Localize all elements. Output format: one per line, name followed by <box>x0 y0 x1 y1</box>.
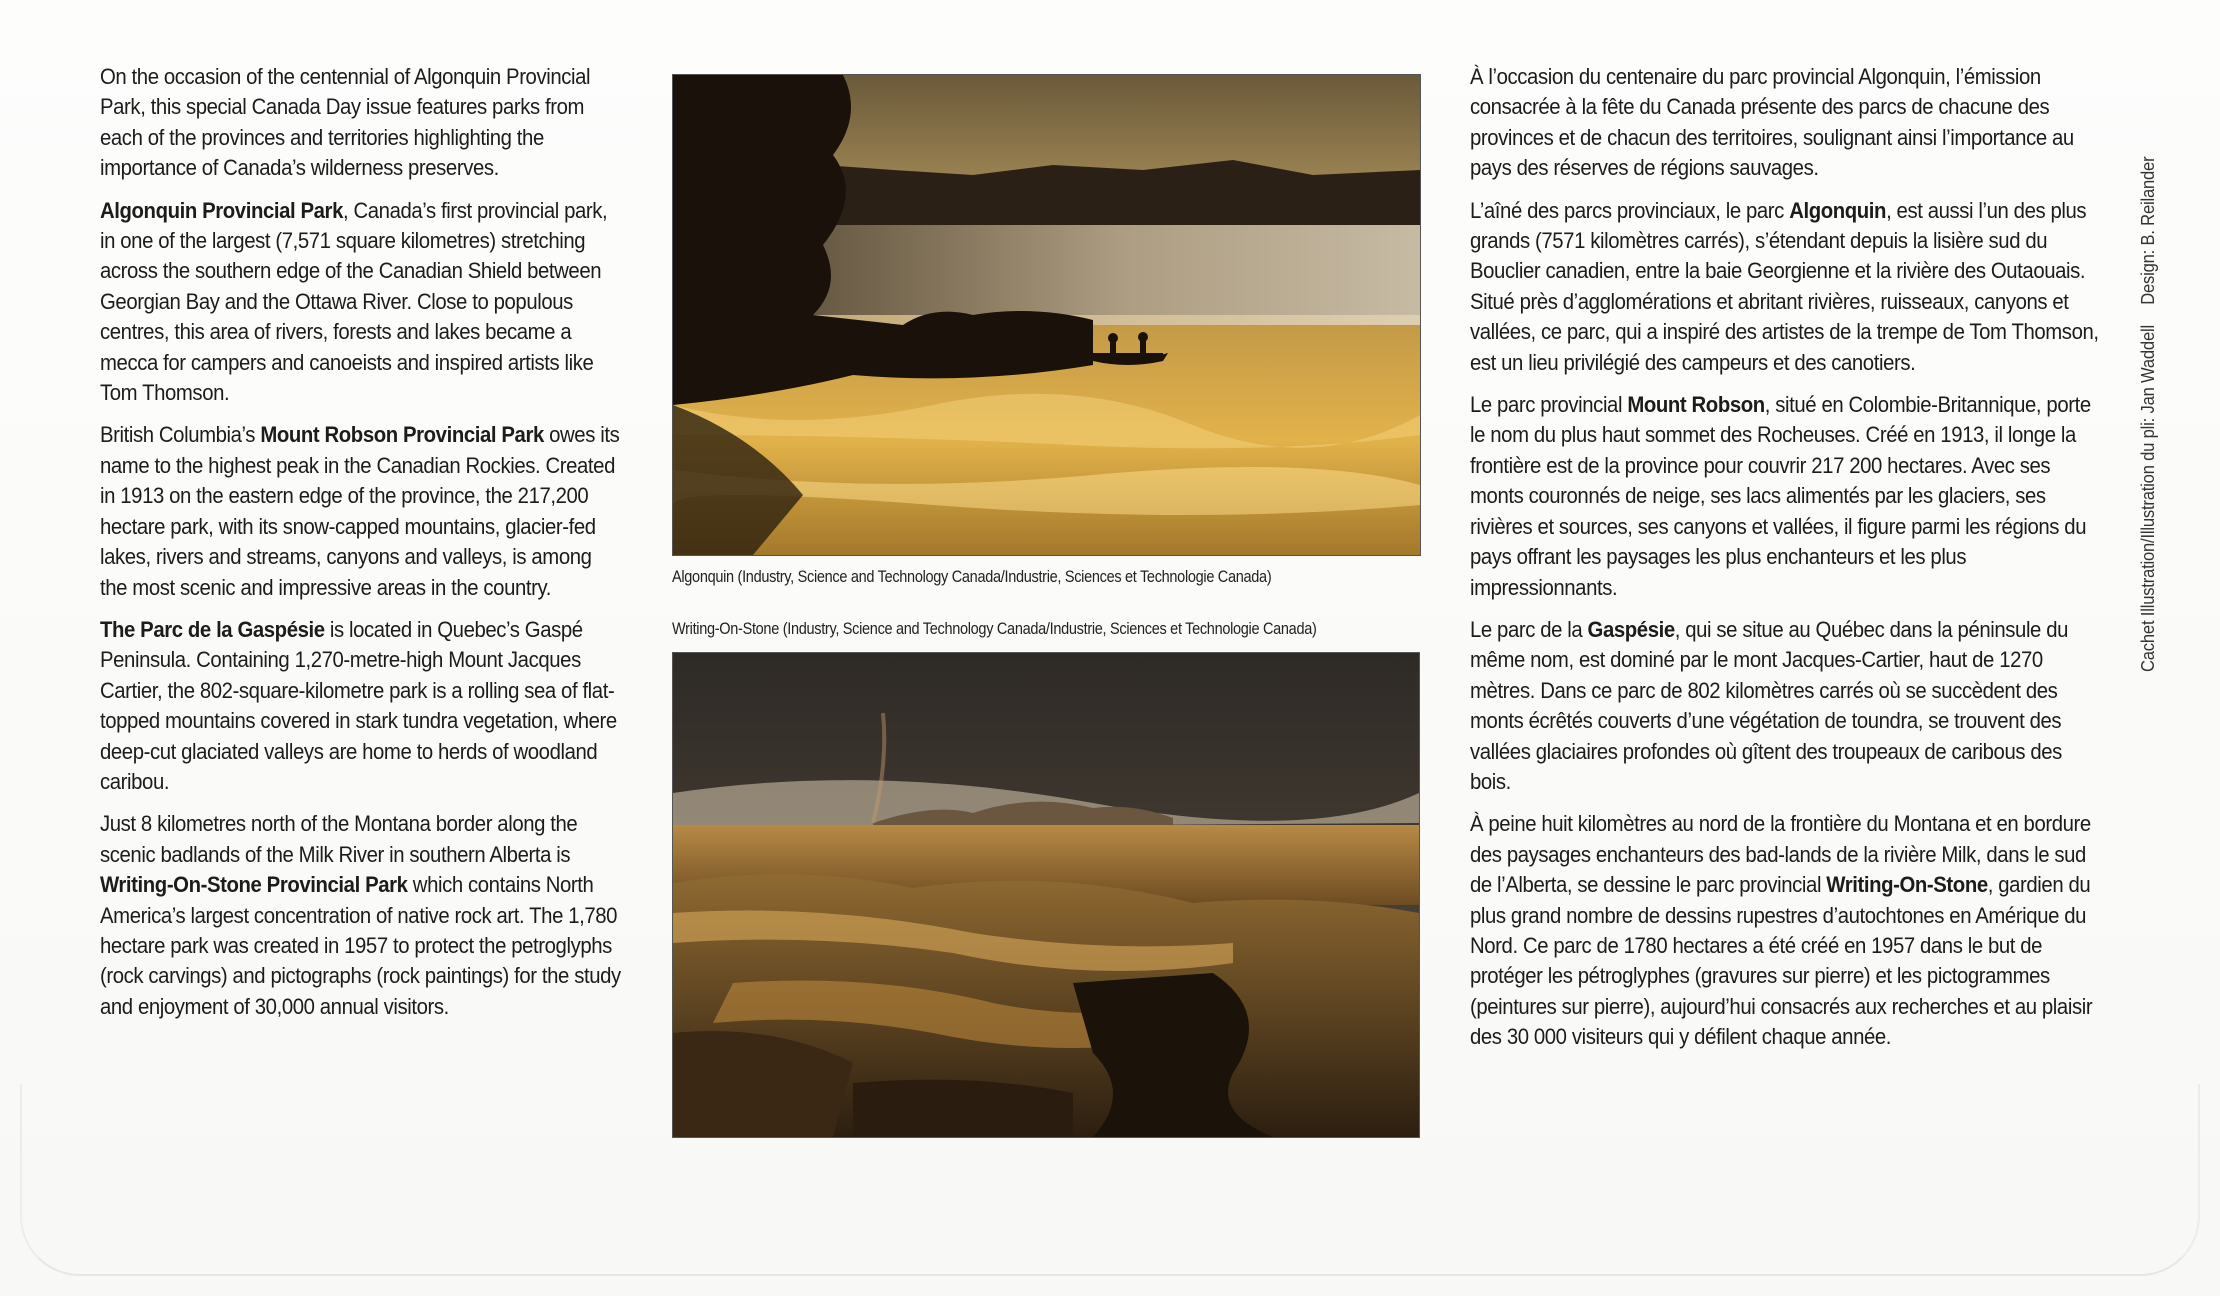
gaspesie-description: is located in Quebec’s Gaspé Peninsula. Containing 1,270-metre-high Mount Jacques Cartier, the 802-square-kilometre park is a rolling sea of flat-topped mountains covered in stark tundra vegetation, where deep-cut glaciated valleys are home to herds of woodland caribou. <box>100 616 617 794</box>
english-robson-paragraph <box>100 420 622 602</box>
fr-writing-name: Writing-On-Stone <box>1826 872 1988 898</box>
fr-writing-description: , gardien du plus grand nombre de dessins rupestres d’autochtones en Amérique du Nord. Ce parc de 1780 hectares a été créé en 1957 dans le but de protéger les pétroglyphes (gravures sur pierre) et les pictogrammes (peintures sur pierre), aujourd’hui consacrés aux recherches et au plaisir des 30 000 visiteurs qui y défilent chaque année. <box>1470 872 2093 1050</box>
english-gaspesie-paragraph <box>100 615 622 797</box>
writing-on-stone-photo <box>672 652 1420 1138</box>
fr-writing-lead: À peine huit kilomètres au nord de la frontière du Montana et en bordure des paysages enchanteurs des bad-lands de la rivière Milk, dans le sud de l’Alberta, se dessine le parc provincial <box>1470 811 2091 898</box>
french-writing-paragraph <box>1470 809 2105 1052</box>
fr-algonquin-lead: L’aîné des parcs provinciaux, le parc <box>1470 197 1790 223</box>
writing-on-stone-photo-art <box>673 653 1419 1137</box>
algonquin-park-name: Algonquin Provincial Park <box>100 197 343 223</box>
design-credit: Design: B. Reilander <box>2138 156 2158 305</box>
writing-description: which contains North America’s largest concentration of native rock art. The 1,780 hectare park was created in 1957 to protect the petroglyphs (rock carvings) and pictographs (rock paintings) for the study and enjoyment of 30,000 annual visitors. <box>100 872 621 1019</box>
fr-gaspesie-name: Gaspésie <box>1587 616 1675 642</box>
fr-robson-lead: Le parc provincial <box>1470 392 1628 418</box>
illustration-credit: Cachet Illustration/Illustration du pli: Jan Waddell <box>2138 325 2158 672</box>
french-algonquin-paragraph <box>1470 196 2105 378</box>
french-gaspesie-paragraph <box>1470 615 2105 797</box>
gaspesie-park-name: The Parc de la Gaspésie <box>100 616 325 642</box>
robson-description: owes its name to the highest peak in the Canadian Rockies. Created in 1913 on the eastern edge of the province, the 217,200 hectare park, with its snow-capped mountains, glacier-fed lakes, rivers and streams, canyons and valleys, is among the most scenic and impressive areas in the country. <box>100 422 620 600</box>
english-writing-paragraph <box>100 809 622 1022</box>
writing-lead: Just 8 kilometres north of the Montana border along the scenic badlands of the Milk River in southern Alberta is <box>100 811 578 867</box>
french-robson-paragraph <box>1470 390 2105 603</box>
algonquin-photo <box>672 74 1421 556</box>
robson-park-name: Mount Robson Provincial Park <box>260 422 544 448</box>
fr-gaspesie-lead: Le parc de la <box>1470 616 1588 642</box>
fr-robson-description: , situé en Colombie-Britannique, porte le nom du plus haut sommet des Rocheuses. Créé en 1913, il longe la frontière est de la province pour couvrir 217 200 hectares. Avec ses monts couronnés de neige, ses lacs alimentés par les glaciers, ses rivières et sources, ses canyons et vallées, il figure parmi les régions du pays offrant les paysages les plus enchanteurs et les plus impressionnants. <box>1470 392 2091 600</box>
fr-robson-name: Mount Robson <box>1627 392 1765 418</box>
french-text-column <box>1470 62 2105 1065</box>
algonquin-photo-caption: Algonquin (Industry, Science and Technology Canada/Industrie, Sciences et Technologie Canada) <box>672 568 1272 586</box>
fr-gaspesie-description: , qui se situe au Québec dans la péninsule du même nom, est dominé par le mont Jacques-Cartier, haut de 1270 mètres. Dans ce parc de 802 kilomètres carrés où se succèdent des monts écrêtés couverts d’une végétation de toundra, se trouvent des vallées glaciaires profondes où gîtent des troupeaux de caribous des bois. <box>1470 616 2069 794</box>
algonquin-description: , Canada’s first provincial park, in one of the largest (7,571 square kilometres) stretching across the southern edge of the Canadian Shield between Georgian Bay and the Ottawa River. Close to populous centres, this area of rivers, forests and lakes became a mecca for campers and canoeists and inspired artists like Tom Thomson. <box>100 197 608 406</box>
writing-park-name: Writing-On-Stone Provincial Park <box>100 872 408 898</box>
english-text-column <box>100 62 622 1034</box>
illustration-design-credit <box>2138 120 2159 672</box>
algonquin-photo-art <box>673 75 1420 555</box>
english-intro-paragraph: On the occasion of the centennial of Algonquin Provincial Park, this special Canada Day issue features parks from each of the provinces and territories highlighting the importance of Canada’s wilderness preserves. <box>100 64 591 181</box>
writing-on-stone-photo-caption: Writing-On-Stone (Industry, Science and Technology Canada/Industrie, Sciences et Technologie Canada) <box>672 620 1317 638</box>
fr-algonquin-name: Algonquin <box>1789 197 1887 223</box>
fr-algonquin-description: , est aussi l’un des plus grands (7571 kilomètres carrés), s’étendant depuis la lisière sud du Bouclier canadien, entre la baie Georgienne et la rivière des Outaouais. Situé près d’agglomérations et abritant rivières, ruisseaux, canyons et vallées, ce parc, qui a inspiré des artistes de la trempe de Tom Thomson, est un lieu privilégié des campeurs et des canotiers. <box>1470 197 2099 375</box>
english-algonquin-paragraph <box>100 196 622 409</box>
robson-lead: British Columbia’s <box>100 422 261 448</box>
french-intro-paragraph: À l’occasion du centenaire du parc provincial Algonquin, l’émission consacrée à la fête du Canada présente des parcs de chacune des provinces et de chacun des territoires, soulignant ainsi l’importance au pays des réserves de régions sauvages. <box>1470 64 2074 181</box>
